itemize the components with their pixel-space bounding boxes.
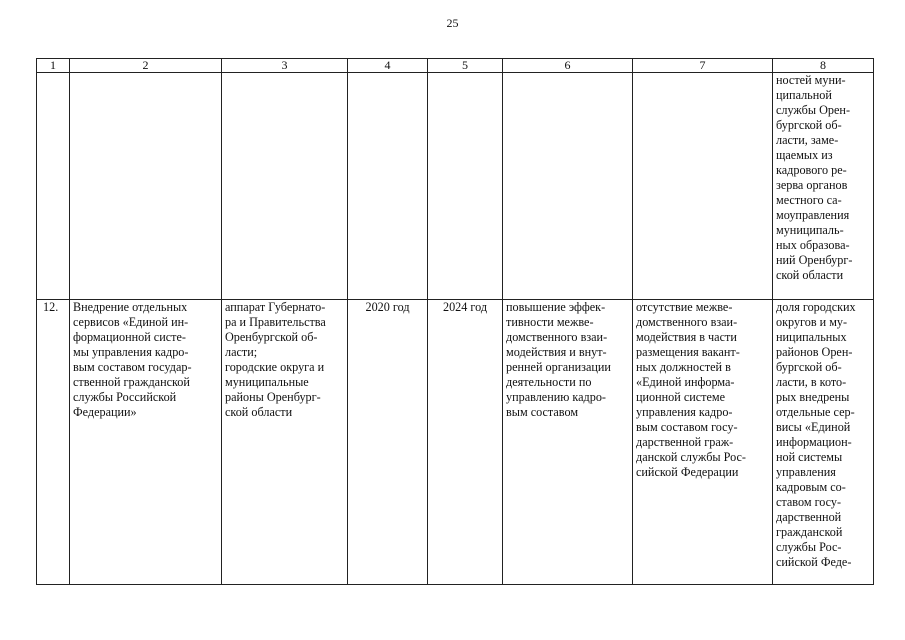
cell-indicator-continuation: ностей муни- ципальной службы Орен- бургской об- ласти, заме- щаемых из кадрового ре- зерва органов местного са- моуправления муниципаль- ных образова- ний Оренбург- ской области [773,73,874,300]
header-row [37,59,874,73]
cell-empty [37,73,70,300]
cell-activity: Внедрение отдельных сервисов «Единой ин- формационной систе- мы управления кадро- вым составом государ- ственной гражданской службы Российской Федерации» [70,300,222,585]
column-header-5: 5 [428,59,503,73]
column-header-8: 8 [773,59,874,73]
activities-table [36,58,874,585]
cell-empty [428,73,503,300]
cell-risk: отсутствие межве- домственного взаи- модействия в части размещения вакант- ных должностей в «Единой информа- ционной системе управления кадро- вым составом госу- дарственной граж- данской службы Рос- сийской Федерации [633,300,773,585]
table-row-12 [37,300,874,585]
page-number: 25 [446,16,459,30]
cell-row-number: 12. [37,300,70,585]
column-header-2: 2 [70,59,222,73]
table-row-continuation [37,73,874,300]
cell-end-date: 2024 год [428,300,503,585]
column-header-3: 3 [222,59,348,73]
column-header-7: 7 [633,59,773,73]
cell-empty [503,73,633,300]
cell-executor: аппарат Губернато- ра и Правительства Оренбургской об- ласти; городские округа и муниципальные районы Оренбург- ской области [222,300,348,585]
cell-empty [222,73,348,300]
column-header-4: 4 [348,59,428,73]
column-header-6: 6 [503,59,633,73]
column-header-1: 1 [37,59,70,73]
cell-indicator: доля городских округов и му- ниципальных районов Орен- бургской об- ласти, в кото- рых внедрены отдельные сер- висы «Единой информацион- ной системы управления кадровым со- ставом госу- дарственной гражданской службы Рос- сийской Феде- [773,300,874,585]
cell-empty [348,73,428,300]
cell-empty [633,73,773,300]
cell-empty [70,73,222,300]
cell-expected-result: повышение эффек- тивности межве- домственного взаи- модействия и внут- ренней организации деятельности по управлению кадро- вым составом [503,300,633,585]
cell-start-date: 2020 год [348,300,428,585]
